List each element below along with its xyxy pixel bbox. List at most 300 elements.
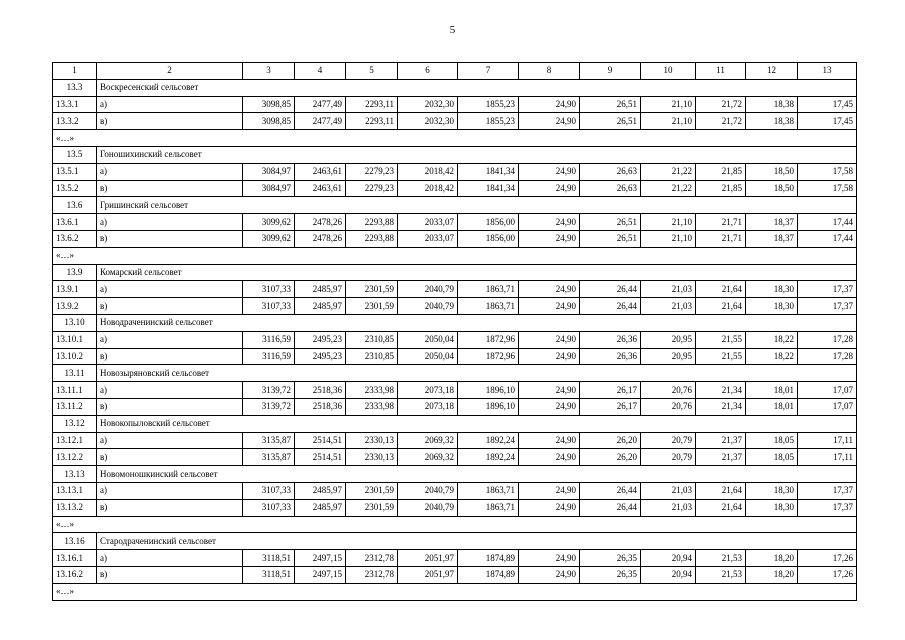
value-cell: 3139,72 xyxy=(243,398,295,415)
empty-cell xyxy=(746,365,798,382)
value-cell: 24,90 xyxy=(519,382,580,399)
row-code: 13.6.1 xyxy=(53,214,97,231)
section-title: Новозыряновский сельсовет xyxy=(97,365,243,382)
section-code: 13.10 xyxy=(53,314,97,331)
value-cell: 26,17 xyxy=(580,398,641,415)
section-title: Комарский сельсовет xyxy=(97,264,243,281)
empty-cell xyxy=(641,130,696,147)
empty-cell xyxy=(696,466,746,483)
row-code: 13.6.2 xyxy=(53,230,97,247)
value-cell: 2018,42 xyxy=(398,163,458,180)
value-cell: 26,51 xyxy=(580,214,641,231)
value-cell: 17,44 xyxy=(798,214,857,231)
value-cell: 2495,23 xyxy=(295,331,346,348)
value-cell: 2497,15 xyxy=(295,566,346,583)
table-row xyxy=(53,382,857,399)
value-cell: 2312,78 xyxy=(346,550,398,567)
empty-cell xyxy=(580,533,641,550)
value-cell: 21,85 xyxy=(696,163,746,180)
value-cell: 3139,72 xyxy=(243,382,295,399)
column-header: 13 xyxy=(798,63,857,80)
value-cell: 21,64 xyxy=(696,482,746,499)
row-code: 13.12.1 xyxy=(53,432,97,449)
empty-cell xyxy=(295,247,346,264)
row-label: в) xyxy=(97,398,243,415)
value-cell: 2485,97 xyxy=(295,281,346,298)
value-cell: 24,90 xyxy=(519,566,580,583)
value-cell: 2478,26 xyxy=(295,214,346,231)
section-code: 13.16 xyxy=(53,533,97,550)
value-cell: 2293,11 xyxy=(346,96,398,113)
value-cell: 21,03 xyxy=(641,281,696,298)
value-cell: 17,11 xyxy=(798,432,857,449)
value-cell: 21,85 xyxy=(696,180,746,197)
empty-cell xyxy=(580,197,641,214)
value-cell: 21,72 xyxy=(696,113,746,130)
empty-cell xyxy=(746,264,798,281)
value-cell: 2073,18 xyxy=(398,382,458,399)
empty-cell xyxy=(641,516,696,533)
table-header-row xyxy=(53,63,857,80)
value-cell: 26,17 xyxy=(580,382,641,399)
empty-cell xyxy=(519,365,580,382)
value-cell: 26,51 xyxy=(580,230,641,247)
empty-cell xyxy=(519,415,580,432)
empty-cell xyxy=(519,516,580,533)
value-cell: 2301,59 xyxy=(346,482,398,499)
column-header: 5 xyxy=(346,63,398,80)
value-cell: 2051,97 xyxy=(398,550,458,567)
empty-cell xyxy=(641,247,696,264)
empty-cell xyxy=(97,583,243,600)
value-cell: 24,90 xyxy=(519,230,580,247)
value-cell: 20,95 xyxy=(641,348,696,365)
value-cell: 26,44 xyxy=(580,482,641,499)
row-label: а) xyxy=(97,163,243,180)
empty-cell xyxy=(519,583,580,600)
row-code: 13.5.1 xyxy=(53,163,97,180)
section-title: Новомоношкинский сельсовет xyxy=(97,466,243,483)
section-code: 13.6 xyxy=(53,197,97,214)
value-cell: 1892,24 xyxy=(458,449,519,466)
value-cell: 3118,51 xyxy=(243,550,295,567)
value-cell: 21,55 xyxy=(696,348,746,365)
empty-cell xyxy=(696,415,746,432)
column-header: 9 xyxy=(580,63,641,80)
value-cell: 1872,96 xyxy=(458,348,519,365)
value-cell: 17,58 xyxy=(798,163,857,180)
value-cell: 2069,32 xyxy=(398,432,458,449)
value-cell: 1896,10 xyxy=(458,382,519,399)
empty-cell xyxy=(641,365,696,382)
row-label: в) xyxy=(97,180,243,197)
empty-cell xyxy=(295,146,346,163)
value-cell: 17,28 xyxy=(798,348,857,365)
value-cell: 26,51 xyxy=(580,113,641,130)
value-cell: 18,37 xyxy=(746,214,798,231)
empty-cell xyxy=(641,197,696,214)
section-title: Стародраченинский сельсовет xyxy=(97,533,243,550)
value-cell: 2279,23 xyxy=(346,163,398,180)
section-row xyxy=(53,79,857,96)
value-cell: 17,45 xyxy=(798,113,857,130)
value-cell: 20,94 xyxy=(641,550,696,567)
section-title: Гришинский сельсовет xyxy=(97,197,243,214)
column-header: 6 xyxy=(398,63,458,80)
empty-cell xyxy=(798,264,857,281)
empty-cell xyxy=(580,466,641,483)
value-cell: 2310,85 xyxy=(346,348,398,365)
empty-cell xyxy=(746,247,798,264)
empty-cell xyxy=(243,146,295,163)
empty-cell xyxy=(746,130,798,147)
row-code: 13.11.2 xyxy=(53,398,97,415)
empty-cell xyxy=(346,247,398,264)
empty-cell xyxy=(519,197,580,214)
empty-cell xyxy=(519,314,580,331)
value-cell: 3135,87 xyxy=(243,432,295,449)
value-cell: 2040,79 xyxy=(398,298,458,315)
value-cell: 26,20 xyxy=(580,449,641,466)
value-cell: 3099,62 xyxy=(243,214,295,231)
omission-mark: «…» xyxy=(53,247,97,264)
empty-cell xyxy=(641,264,696,281)
omission-mark: «…» xyxy=(53,583,97,600)
value-cell: 1841,34 xyxy=(458,163,519,180)
empty-cell xyxy=(746,197,798,214)
table-row xyxy=(53,432,857,449)
value-cell: 21,10 xyxy=(641,214,696,231)
empty-cell xyxy=(696,365,746,382)
empty-cell xyxy=(641,79,696,96)
section-title: Воскресенский сельсовет xyxy=(97,79,243,96)
value-cell: 2518,36 xyxy=(295,398,346,415)
table-row xyxy=(53,281,857,298)
value-cell: 24,90 xyxy=(519,432,580,449)
value-cell: 3107,33 xyxy=(243,281,295,298)
tariff-table xyxy=(52,62,857,601)
row-label: в) xyxy=(97,499,243,516)
empty-cell xyxy=(458,247,519,264)
value-cell: 1863,71 xyxy=(458,499,519,516)
empty-cell xyxy=(346,314,398,331)
value-cell: 2330,13 xyxy=(346,449,398,466)
column-header: 8 xyxy=(519,63,580,80)
empty-cell xyxy=(458,583,519,600)
empty-cell xyxy=(798,583,857,600)
empty-cell xyxy=(641,533,696,550)
value-cell: 26,44 xyxy=(580,281,641,298)
empty-cell xyxy=(580,247,641,264)
column-header: 12 xyxy=(746,63,798,80)
table-row xyxy=(53,96,857,113)
value-cell: 20,79 xyxy=(641,449,696,466)
value-cell: 2301,59 xyxy=(346,298,398,315)
value-cell: 21,03 xyxy=(641,499,696,516)
value-cell: 2330,13 xyxy=(346,432,398,449)
value-cell: 21,10 xyxy=(641,230,696,247)
value-cell: 18,30 xyxy=(746,281,798,298)
empty-cell xyxy=(243,365,295,382)
empty-cell xyxy=(798,197,857,214)
value-cell: 26,35 xyxy=(580,550,641,567)
empty-cell xyxy=(398,146,458,163)
section-row xyxy=(53,197,857,214)
empty-cell xyxy=(798,415,857,432)
value-cell: 21,71 xyxy=(696,214,746,231)
value-cell: 24,90 xyxy=(519,298,580,315)
value-cell: 2050,04 xyxy=(398,331,458,348)
empty-cell xyxy=(243,533,295,550)
section-code: 13.11 xyxy=(53,365,97,382)
value-cell: 21,22 xyxy=(641,163,696,180)
empty-cell xyxy=(346,264,398,281)
value-cell: 21,03 xyxy=(641,298,696,315)
empty-cell xyxy=(243,415,295,432)
empty-cell xyxy=(243,264,295,281)
empty-cell xyxy=(580,583,641,600)
value-cell: 2485,97 xyxy=(295,298,346,315)
value-cell: 18,38 xyxy=(746,96,798,113)
empty-cell xyxy=(696,264,746,281)
value-cell: 21,37 xyxy=(696,449,746,466)
value-cell: 2312,78 xyxy=(346,566,398,583)
value-cell: 20,95 xyxy=(641,331,696,348)
empty-cell xyxy=(398,415,458,432)
page-number: 5 xyxy=(449,24,456,36)
empty-cell xyxy=(519,247,580,264)
table-row xyxy=(53,482,857,499)
empty-cell xyxy=(798,247,857,264)
row-code: 13.11.1 xyxy=(53,382,97,399)
empty-cell xyxy=(295,264,346,281)
value-cell: 2069,32 xyxy=(398,449,458,466)
empty-cell xyxy=(346,516,398,533)
empty-cell xyxy=(641,415,696,432)
empty-cell xyxy=(746,79,798,96)
value-cell: 2301,59 xyxy=(346,281,398,298)
section-title: Новокопыловский сельсовет xyxy=(97,415,243,432)
value-cell: 2279,23 xyxy=(346,180,398,197)
value-cell: 20,94 xyxy=(641,566,696,583)
value-cell: 24,90 xyxy=(519,180,580,197)
empty-cell xyxy=(346,533,398,550)
value-cell: 18,05 xyxy=(746,449,798,466)
value-cell: 3135,87 xyxy=(243,449,295,466)
empty-cell xyxy=(458,516,519,533)
empty-cell xyxy=(97,130,243,147)
value-cell: 1841,34 xyxy=(458,180,519,197)
value-cell: 21,64 xyxy=(696,499,746,516)
value-cell: 24,90 xyxy=(519,482,580,499)
value-cell: 21,10 xyxy=(641,96,696,113)
empty-cell xyxy=(346,415,398,432)
section-row xyxy=(53,314,857,331)
empty-cell xyxy=(346,365,398,382)
row-label: а) xyxy=(97,331,243,348)
value-cell: 24,90 xyxy=(519,348,580,365)
empty-cell xyxy=(346,130,398,147)
omission-mark: «…» xyxy=(53,516,97,533)
value-cell: 26,36 xyxy=(580,348,641,365)
omission-row xyxy=(53,130,857,147)
value-cell: 21,37 xyxy=(696,432,746,449)
section-title: Новодраченинский сельсовет xyxy=(97,314,243,331)
column-header: 3 xyxy=(243,63,295,80)
value-cell: 17,37 xyxy=(798,499,857,516)
value-cell: 24,90 xyxy=(519,113,580,130)
empty-cell xyxy=(458,264,519,281)
row-code: 13.3.2 xyxy=(53,113,97,130)
value-cell: 2301,59 xyxy=(346,499,398,516)
value-cell: 21,53 xyxy=(696,550,746,567)
value-cell: 18,37 xyxy=(746,230,798,247)
value-cell: 21,64 xyxy=(696,298,746,315)
table-row xyxy=(53,230,857,247)
value-cell: 18,30 xyxy=(746,499,798,516)
row-code: 13.9.1 xyxy=(53,281,97,298)
value-cell: 26,35 xyxy=(580,566,641,583)
value-cell: 2518,36 xyxy=(295,382,346,399)
empty-cell xyxy=(295,516,346,533)
value-cell: 18,30 xyxy=(746,298,798,315)
value-cell: 21,10 xyxy=(641,113,696,130)
empty-cell xyxy=(398,130,458,147)
empty-cell xyxy=(243,197,295,214)
value-cell: 26,44 xyxy=(580,499,641,516)
row-code: 13.16.1 xyxy=(53,550,97,567)
value-cell: 3107,33 xyxy=(243,499,295,516)
empty-cell xyxy=(398,197,458,214)
row-code: 13.10.1 xyxy=(53,331,97,348)
value-cell: 1874,89 xyxy=(458,566,519,583)
column-header: 1 xyxy=(53,63,97,80)
empty-cell xyxy=(798,79,857,96)
column-header: 7 xyxy=(458,63,519,80)
row-label: а) xyxy=(97,281,243,298)
section-code: 13.5 xyxy=(53,146,97,163)
value-cell: 1896,10 xyxy=(458,398,519,415)
section-row xyxy=(53,264,857,281)
empty-cell xyxy=(519,130,580,147)
value-cell: 17,26 xyxy=(798,566,857,583)
empty-cell xyxy=(641,583,696,600)
empty-cell xyxy=(295,130,346,147)
row-label: а) xyxy=(97,214,243,231)
column-header: 10 xyxy=(641,63,696,80)
empty-cell xyxy=(580,79,641,96)
value-cell: 17,37 xyxy=(798,482,857,499)
value-cell: 26,20 xyxy=(580,432,641,449)
value-cell: 18,05 xyxy=(746,432,798,449)
value-cell: 2040,79 xyxy=(398,499,458,516)
value-cell: 24,90 xyxy=(519,449,580,466)
empty-cell xyxy=(458,365,519,382)
empty-cell xyxy=(798,466,857,483)
value-cell: 2050,04 xyxy=(398,348,458,365)
value-cell: 2333,98 xyxy=(346,382,398,399)
value-cell: 24,90 xyxy=(519,398,580,415)
value-cell: 2033,07 xyxy=(398,230,458,247)
value-cell: 2477,49 xyxy=(295,96,346,113)
value-cell: 26,44 xyxy=(580,298,641,315)
empty-cell xyxy=(696,583,746,600)
value-cell: 26,63 xyxy=(580,180,641,197)
table-row xyxy=(53,113,857,130)
row-code: 13.13.1 xyxy=(53,482,97,499)
value-cell: 2033,07 xyxy=(398,214,458,231)
table-row xyxy=(53,550,857,567)
value-cell: 24,90 xyxy=(519,96,580,113)
empty-cell xyxy=(798,533,857,550)
empty-cell xyxy=(519,264,580,281)
empty-cell xyxy=(346,583,398,600)
empty-cell xyxy=(97,516,243,533)
empty-cell xyxy=(696,247,746,264)
empty-cell xyxy=(458,197,519,214)
empty-cell xyxy=(398,79,458,96)
value-cell: 3107,33 xyxy=(243,298,295,315)
value-cell: 20,76 xyxy=(641,398,696,415)
value-cell: 26,51 xyxy=(580,96,641,113)
value-cell: 3084,97 xyxy=(243,180,295,197)
section-code: 13.9 xyxy=(53,264,97,281)
value-cell: 24,90 xyxy=(519,214,580,231)
empty-cell xyxy=(458,130,519,147)
table-row xyxy=(53,499,857,516)
empty-cell xyxy=(243,247,295,264)
empty-cell xyxy=(798,146,857,163)
value-cell: 1874,89 xyxy=(458,550,519,567)
value-cell: 3107,33 xyxy=(243,482,295,499)
value-cell: 26,36 xyxy=(580,331,641,348)
empty-cell xyxy=(398,466,458,483)
empty-cell xyxy=(243,130,295,147)
table-row xyxy=(53,449,857,466)
empty-cell xyxy=(696,79,746,96)
value-cell: 2051,97 xyxy=(398,566,458,583)
value-cell: 18,20 xyxy=(746,566,798,583)
empty-cell xyxy=(696,314,746,331)
value-cell: 20,79 xyxy=(641,432,696,449)
value-cell: 1855,23 xyxy=(458,113,519,130)
empty-cell xyxy=(243,314,295,331)
column-header: 4 xyxy=(295,63,346,80)
value-cell: 1856,00 xyxy=(458,230,519,247)
empty-cell xyxy=(519,466,580,483)
row-label: в) xyxy=(97,348,243,365)
value-cell: 1856,00 xyxy=(458,214,519,231)
empty-cell xyxy=(519,533,580,550)
value-cell: 1863,71 xyxy=(458,482,519,499)
value-cell: 18,22 xyxy=(746,348,798,365)
value-cell: 2032,30 xyxy=(398,96,458,113)
empty-cell xyxy=(243,583,295,600)
empty-cell xyxy=(346,79,398,96)
value-cell: 2485,97 xyxy=(295,499,346,516)
value-cell: 1863,71 xyxy=(458,298,519,315)
row-code: 13.9.2 xyxy=(53,298,97,315)
empty-cell xyxy=(398,583,458,600)
empty-cell xyxy=(746,533,798,550)
empty-cell xyxy=(746,466,798,483)
empty-cell xyxy=(798,130,857,147)
value-cell: 24,90 xyxy=(519,550,580,567)
row-code: 13.3.1 xyxy=(53,96,97,113)
value-cell: 2040,79 xyxy=(398,482,458,499)
empty-cell xyxy=(746,415,798,432)
table-row xyxy=(53,331,857,348)
